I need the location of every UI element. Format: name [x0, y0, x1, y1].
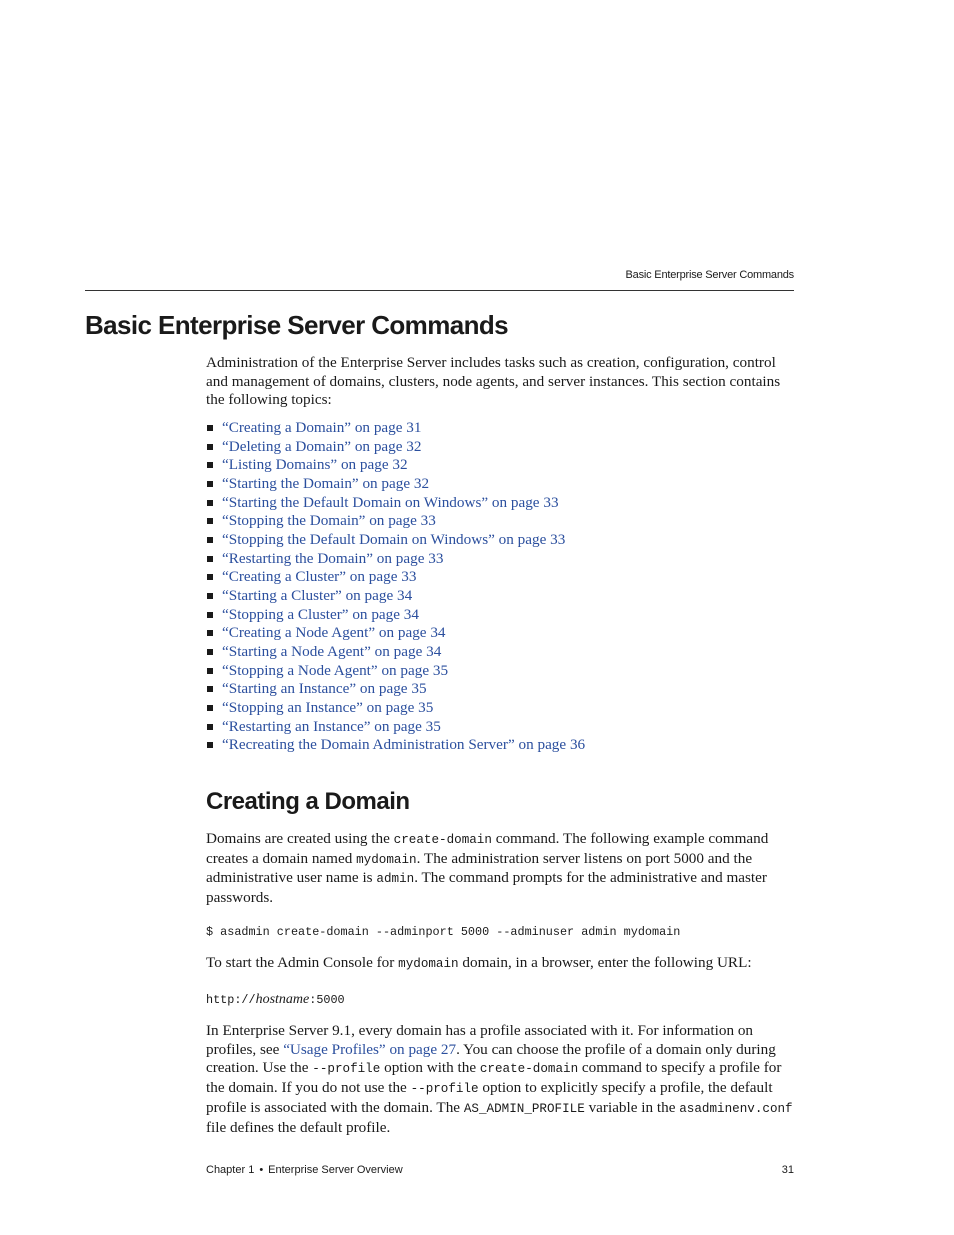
square-bullet-icon — [207, 742, 213, 748]
list-item — [206, 475, 585, 494]
square-bullet-icon — [207, 630, 213, 636]
square-bullet-icon — [207, 425, 213, 431]
list-item — [206, 606, 585, 625]
text-run: file defines the default profile. — [206, 1118, 391, 1136]
admin-console-paragraph — [206, 954, 796, 974]
inline-code: mydomain — [356, 852, 417, 867]
topic-list — [206, 419, 585, 755]
square-bullet-icon — [207, 537, 213, 543]
url-example — [206, 992, 345, 1008]
url-hostname: hostname — [255, 992, 310, 1007]
text-run: In Enterprise Server 9.1, every domain has a profile associated with it. For information on profiles, see — [206, 1022, 754, 1058]
topic-link[interactable]: “Creating a Cluster” on page 33 — [222, 568, 417, 586]
list-item — [206, 587, 585, 606]
text-run: option to explicitly specify a profile, the default profile is associated with the domain. The — [206, 1079, 773, 1116]
text-run: variable in the — [584, 1098, 680, 1116]
profile-paragraph — [206, 1022, 796, 1137]
square-bullet-icon — [207, 574, 213, 580]
inline-code: --profile — [410, 1082, 479, 1097]
list-item — [206, 456, 585, 475]
text-run: . The administration server listens on port 5000 and the administrative user name is — [206, 849, 753, 887]
topic-link[interactable]: “Stopping a Cluster” on page 34 — [222, 605, 419, 623]
footer-chapter-label: Chapter 1 — [206, 1164, 255, 1176]
topic-link[interactable]: “Starting the Default Domain on Windows” on page 33 — [222, 493, 559, 511]
square-bullet-icon — [207, 686, 213, 692]
footer-separator: • — [259, 1164, 264, 1176]
topic-link[interactable]: “Starting an Instance” on page 35 — [222, 680, 427, 698]
square-bullet-icon — [207, 649, 213, 655]
list-item — [206, 512, 585, 531]
text-run: . You can choose the profile of a domain only during creation. Use the — [206, 1040, 776, 1077]
text-run: command. The following example command creates a domain named — [206, 830, 769, 867]
inline-code: mydomain — [398, 957, 459, 971]
square-bullet-icon — [207, 462, 213, 468]
inline-code: --profile — [312, 1062, 381, 1077]
list-item — [206, 680, 585, 699]
footer-chapter — [206, 1164, 403, 1176]
list-item — [206, 438, 585, 457]
square-bullet-icon — [207, 705, 213, 711]
inline-code: create-domain — [479, 1062, 579, 1077]
list-item — [206, 736, 585, 755]
text-run: Domains are created using the — [206, 830, 394, 847]
list-item — [206, 624, 585, 643]
square-bullet-icon — [207, 612, 213, 618]
footer-chapter-title: Enterprise Server Overview — [268, 1164, 403, 1176]
square-bullet-icon — [207, 481, 213, 487]
square-bullet-icon — [207, 444, 213, 450]
list-item — [206, 419, 585, 438]
topic-link[interactable]: “Stopping the Domain” on page 33 — [222, 512, 436, 530]
code-example: $ asadmin create-domain --adminport 5000 --adminuser admin mydomain — [206, 925, 681, 939]
topic-link[interactable]: “Stopping the Default Domain on Windows” on page 33 — [222, 530, 566, 548]
list-item — [206, 718, 585, 737]
topic-link[interactable]: “Stopping a Node Agent” on page 35 — [222, 661, 449, 679]
create-domain-paragraph — [206, 830, 796, 908]
subsection-title: Creating a Domain — [206, 788, 410, 815]
topic-link[interactable]: “Starting the Domain” on page 32 — [222, 474, 430, 492]
text-run: To start the Admin Console for — [206, 954, 399, 971]
text-run: option with the — [380, 1059, 480, 1077]
url-suffix: :5000 — [309, 993, 345, 1007]
list-item — [206, 643, 585, 662]
usage-profiles-link[interactable]: “Usage Profiles” on page 27 — [283, 1040, 457, 1058]
topic-link[interactable]: “Starting a Cluster” on page 34 — [222, 586, 413, 604]
topic-link[interactable]: “Stopping an Instance” on page 35 — [222, 698, 434, 716]
page-number: 31 — [781, 1164, 794, 1176]
square-bullet-icon — [207, 668, 213, 674]
topic-link[interactable]: “Restarting the Domain” on page 33 — [222, 549, 444, 567]
running-head: Basic Enterprise Server Commands — [625, 269, 794, 281]
square-bullet-icon — [207, 724, 213, 730]
topic-link[interactable]: “Starting a Node Agent” on page 34 — [222, 642, 442, 660]
list-item — [206, 662, 585, 681]
header-rule — [85, 290, 794, 291]
topic-link[interactable]: “Recreating the Domain Administration Server” on page 36 — [222, 736, 586, 754]
text-run: command to specify a profile for the domain. If you do not use the — [206, 1059, 782, 1097]
list-item — [206, 568, 585, 587]
square-bullet-icon — [207, 500, 213, 506]
topic-link[interactable]: “Restarting an Instance” on page 35 — [222, 717, 441, 735]
topic-link[interactable]: “Listing Domains” on page 32 — [222, 456, 408, 474]
list-item — [206, 494, 585, 513]
inline-code: create-domain — [393, 833, 492, 847]
text-run: . The command prompts for the administrative and master passwords. — [206, 869, 767, 907]
url-prefix: http:// — [206, 993, 256, 1007]
inline-code: admin — [376, 872, 415, 887]
topic-link[interactable]: “Deleting a Domain” on page 32 — [222, 437, 422, 455]
square-bullet-icon — [207, 518, 213, 524]
square-bullet-icon — [207, 593, 213, 599]
section-title: Basic Enterprise Server Commands — [85, 310, 508, 340]
intro-paragraph: Administration of the Enterprise Server includes tasks such as creation, configuration, control and management of domains, clusters, node agents, and server instances. This section contains the following topics: — [206, 354, 781, 409]
list-item — [206, 531, 585, 550]
topic-link[interactable]: “Creating a Node Agent” on page 34 — [222, 624, 446, 642]
text-run: domain, in a browser, enter the following URL: — [458, 954, 752, 971]
list-item — [206, 550, 585, 569]
topic-link[interactable]: “Creating a Domain” on page 31 — [222, 419, 422, 436]
inline-code: AS_ADMIN_PROFILE — [463, 1101, 585, 1116]
list-item — [206, 699, 585, 718]
square-bullet-icon — [207, 556, 213, 562]
inline-code: asadminenv.conf — [679, 1101, 793, 1116]
